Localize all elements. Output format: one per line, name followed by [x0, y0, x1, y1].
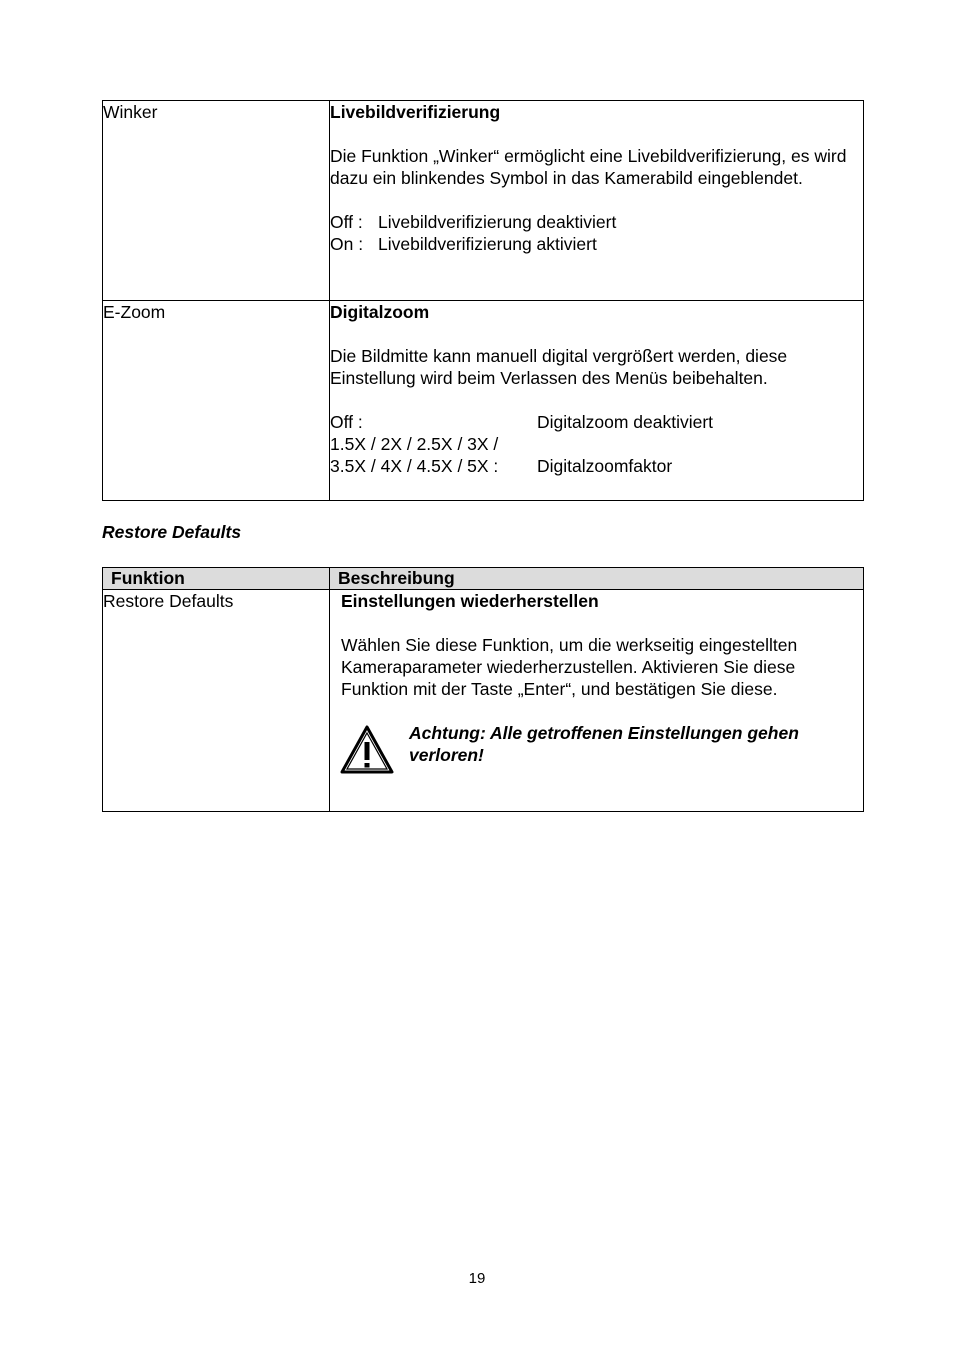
zoom-options	[330, 411, 863, 477]
description-cell	[330, 101, 864, 301]
warning-text: Achtung: Alle getroffenen Einstellungen gehen verloren!	[409, 723, 799, 765]
description-title: Digitalzoom	[330, 302, 430, 322]
function-label: Winker	[103, 102, 158, 122]
settings-table-1	[102, 100, 864, 501]
table-header-row	[103, 568, 864, 590]
option-off-value: Digitalzoom deaktiviert	[537, 412, 714, 432]
warning-box	[341, 722, 863, 776]
option-off-key: Off :	[330, 412, 363, 432]
table-row-winker	[103, 101, 864, 301]
function-cell	[103, 590, 330, 812]
function-cell	[103, 301, 330, 501]
function-label: Restore Defaults	[103, 591, 234, 611]
description-cell	[330, 301, 864, 501]
description-title: Einstellungen wiederherstellen	[341, 591, 599, 611]
option-off: Off : Livebildverifizierung deaktiviert	[330, 212, 617, 232]
warning-triangle-icon	[339, 724, 395, 776]
function-label: E-Zoom	[103, 302, 166, 322]
table-row-ezoom	[103, 301, 864, 501]
description-title: Livebildverifizierung	[330, 102, 501, 122]
description-text: Wählen Sie diese Funktion, um die werkseitig eingestellten Kameraparameter wiederherzustellen. Aktivieren Sie diese Funktion mit der Taste „Enter“, und bestätigen Sie diese.	[341, 635, 798, 699]
description-text: Die Bildmitte kann manuell digital vergrößert werden, diese Einstellung wird beim Verlassen des Menüs beibehalten.	[330, 346, 788, 388]
page-number: 19	[468, 1270, 486, 1287]
option-factor-key-2: 3.5X / 4X / 4.5X / 5X :	[330, 456, 499, 476]
option-factor-key-1: 1.5X / 2X / 2.5X / 3X /	[330, 434, 499, 454]
function-cell	[103, 101, 330, 301]
header-funktion: Funktion	[103, 568, 330, 590]
header-beschreibung: Beschreibung	[330, 568, 864, 590]
section-title: Restore Defaults	[102, 522, 242, 542]
description-text: Die Funktion „Winker“ ermöglicht eine Livebildverifizierung, es wird dazu ein blinkendes Symbol in das Kamerabild eingeblendet.	[330, 146, 847, 188]
description-cell	[330, 590, 864, 812]
option-on: On : Livebildverifizierung aktiviert	[330, 234, 597, 254]
settings-table-2	[102, 567, 864, 812]
table-row-restore-defaults	[103, 590, 864, 812]
option-factor-value: Digitalzoomfaktor	[537, 456, 673, 476]
